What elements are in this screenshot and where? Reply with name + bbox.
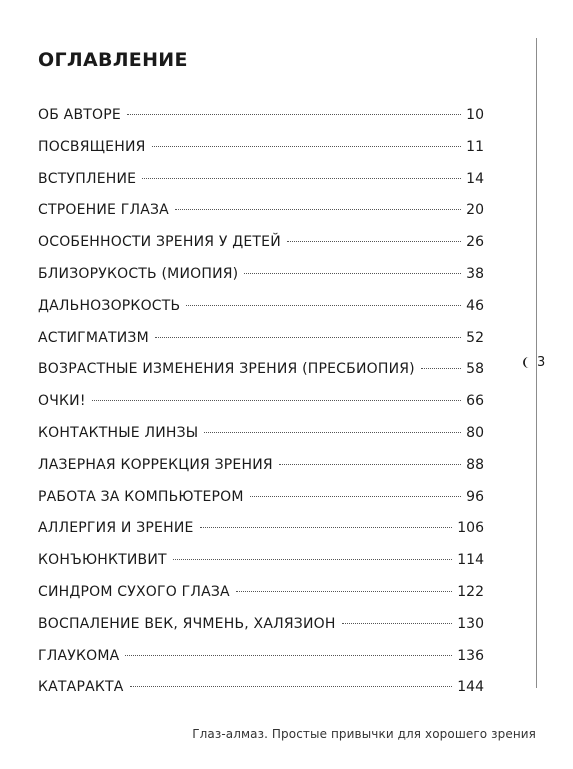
- toc-entry[interactable]: [38, 641, 484, 673]
- table-of-contents: [38, 100, 484, 704]
- toc-entry-page: 14: [466, 170, 484, 187]
- dot-leader: [92, 400, 462, 401]
- page-number: 3: [537, 355, 546, 370]
- page-title: ОГЛАВЛЕНИЕ: [38, 48, 188, 71]
- dot-leader: [130, 686, 453, 687]
- toc-entry-title: КАТАРАКТА: [38, 679, 124, 696]
- toc-entry-title: ГЛАУКОМА: [38, 647, 120, 664]
- dot-leader: [152, 146, 462, 147]
- toc-entry-page: 114: [457, 552, 484, 569]
- toc-entry-title: ВОСПАЛЕНИЕ ВЕК, ЯЧМЕНЬ, ХАЛЯЗИОН: [38, 615, 336, 632]
- toc-entry-title: БЛИЗОРУКОСТЬ (МИОПИЯ): [38, 265, 239, 282]
- toc-entry[interactable]: [38, 386, 484, 418]
- toc-entry-page: 136: [457, 647, 484, 664]
- toc-entry-title: ЛАЗЕРНАЯ КОРРЕКЦИЯ ЗРЕНИЯ: [38, 456, 273, 473]
- toc-entry-title: ОСОБЕННОСТИ ЗРЕНИЯ У ДЕТЕЙ: [38, 234, 281, 251]
- dot-leader: [421, 368, 461, 369]
- toc-entry-page: 106: [457, 520, 484, 537]
- toc-entry-title: КОНТАКТНЫЕ ЛИНЗЫ: [38, 424, 199, 441]
- running-footer: Глаз-алмаз. Простые привычки для хорошего зрения: [192, 727, 536, 741]
- dot-leader: [186, 305, 461, 306]
- dot-leader: [142, 178, 461, 179]
- half-moon-icon: [522, 357, 533, 368]
- toc-entry-title: ВОЗРАСТНЫЕ ИЗМЕНЕНИЯ ЗРЕНИЯ (ПРЕСБИОПИЯ): [38, 361, 415, 378]
- toc-entry-title: АЛЛЕРГИЯ И ЗРЕНИЕ: [38, 520, 194, 537]
- dot-leader: [175, 209, 461, 210]
- toc-entry[interactable]: [38, 132, 484, 164]
- toc-entry-page: 58: [466, 361, 484, 378]
- dot-leader: [279, 464, 461, 465]
- toc-entry-page: 10: [466, 107, 484, 123]
- toc-entry-page: 11: [466, 138, 484, 155]
- toc-entry-page: 130: [457, 615, 484, 632]
- toc-entry-page: 38: [466, 265, 484, 282]
- toc-entry[interactable]: [38, 482, 484, 514]
- toc-entry-title: ПОСВЯЩЕНИЯ: [38, 138, 146, 155]
- toc-entry-title: ВСТУПЛЕНИЕ: [38, 170, 137, 187]
- toc-entry[interactable]: [38, 100, 484, 132]
- page-marker: [522, 355, 545, 370]
- toc-entry-title: ДАЛЬНОЗОРКОСТЬ: [38, 297, 181, 314]
- toc-entry-page: 80: [466, 424, 484, 441]
- toc-entry-title: КОНЪЮНКТИВИТ: [38, 552, 167, 569]
- dot-leader: [342, 623, 453, 624]
- toc-entry[interactable]: [38, 354, 484, 386]
- toc-entry-title: СТРОЕНИЕ ГЛАЗА: [38, 202, 169, 219]
- toc-entry[interactable]: [38, 259, 484, 291]
- toc-entry-page: 66: [466, 393, 484, 410]
- toc-entry-page: 52: [466, 329, 484, 346]
- dot-leader: [204, 432, 461, 433]
- toc-entry-title: ОБ АВТОРЕ: [38, 107, 121, 123]
- toc-entry-page: 88: [466, 456, 484, 473]
- toc-entry[interactable]: [38, 609, 484, 641]
- toc-entry-page: 46: [466, 297, 484, 314]
- toc-entry[interactable]: [38, 195, 484, 227]
- toc-entry-page: 122: [457, 583, 484, 600]
- toc-entry[interactable]: [38, 227, 484, 259]
- toc-entry-page: 96: [466, 488, 484, 505]
- dot-leader: [173, 559, 452, 560]
- toc-entry[interactable]: [38, 672, 484, 704]
- toc-entry[interactable]: [38, 418, 484, 450]
- toc-entry-title: РАБОТА ЗА КОМПЬЮТЕРОМ: [38, 488, 244, 505]
- dot-leader: [125, 655, 452, 656]
- toc-entry[interactable]: [38, 545, 484, 577]
- dot-leader: [200, 527, 453, 528]
- toc-entry-page: 20: [466, 202, 484, 219]
- dot-leader: [287, 241, 461, 242]
- dot-leader: [244, 273, 461, 274]
- toc-entry-title: ОЧКИ!: [38, 393, 86, 410]
- dot-leader: [155, 337, 461, 338]
- toc-entry-title: СИНДРОМ СУХОГО ГЛАЗА: [38, 583, 230, 600]
- toc-entry[interactable]: [38, 513, 484, 545]
- toc-entry-title: АСТИГМАТИЗМ: [38, 329, 149, 346]
- toc-entry-page: 144: [457, 679, 484, 696]
- toc-entry[interactable]: [38, 323, 484, 355]
- toc-entry[interactable]: [38, 577, 484, 609]
- toc-entry[interactable]: [38, 164, 484, 196]
- toc-entry-page: 26: [466, 234, 484, 251]
- dot-leader: [236, 591, 452, 592]
- dot-leader: [250, 496, 462, 497]
- dot-leader: [127, 114, 461, 115]
- toc-entry[interactable]: [38, 450, 484, 482]
- toc-entry[interactable]: [38, 291, 484, 323]
